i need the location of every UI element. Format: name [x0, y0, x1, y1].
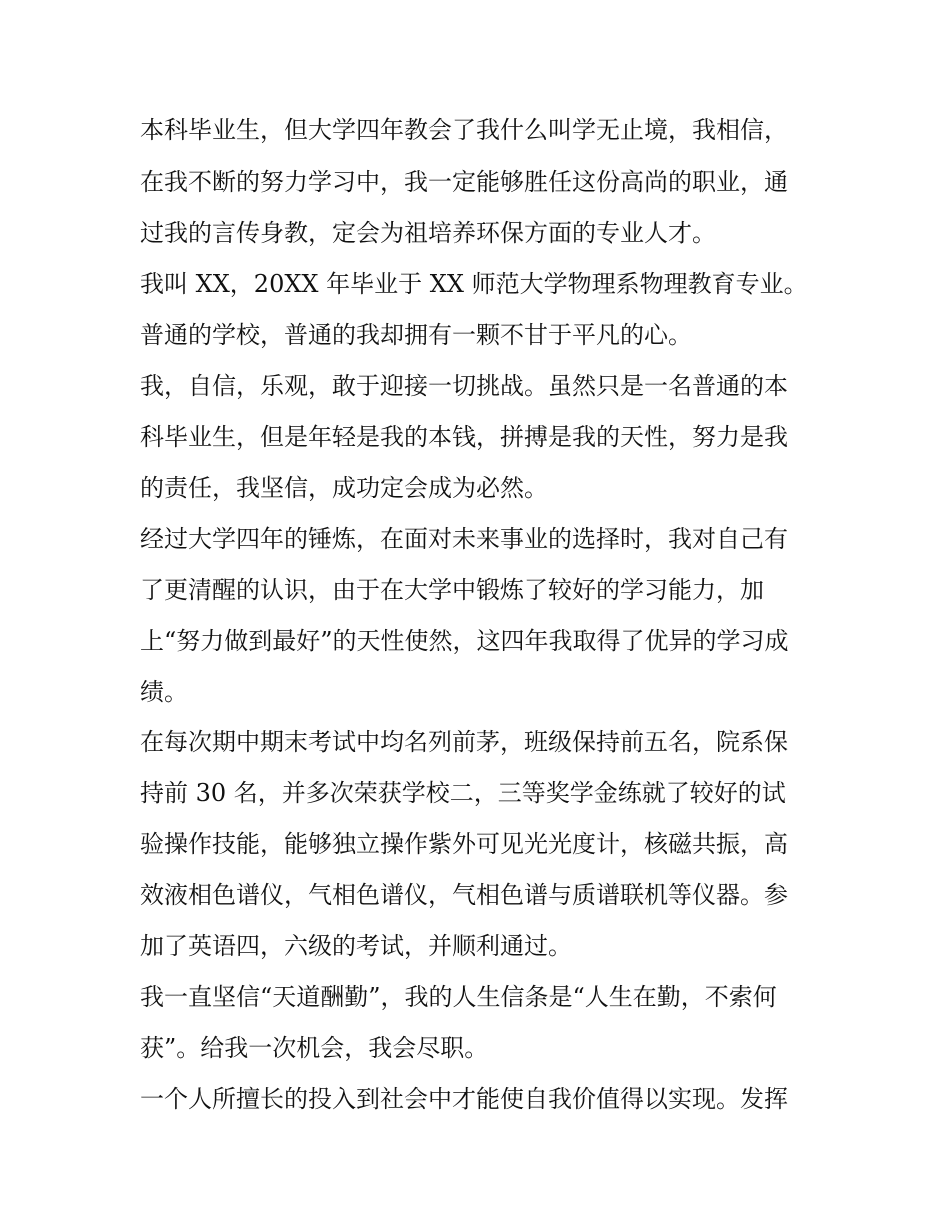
text-line: 绩。	[140, 678, 188, 706]
text-line: 持前 30 名，并多次荣获学校二，三等奖学金练就了较好的试	[140, 779, 786, 807]
text-line: 效液相色谱仪，气相色谱仪，气相色谱与质谱联机等仪器。参	[140, 881, 788, 909]
text-line: 我叫 XX，20XX 年毕业于 XX 师范大学物理系物理教育专业。	[140, 270, 808, 298]
text-line: 加了英语四，六级的考试，并顺利通过。	[140, 932, 572, 960]
text-line: 经过大学四年的锤炼，在面对未来事业的选择时，我对自己有	[140, 525, 788, 553]
text-line: 科毕业生，但是年轻是我的本钱，拼搏是我的天性，努力是我	[140, 423, 788, 451]
text-line: 普通的学校，普通的我却拥有一颗不甘于平凡的心。	[140, 321, 692, 349]
text-line: 获”。给我一次机会，我会尽职。	[140, 1034, 489, 1062]
text-line: 本科毕业生，但大学四年教会了我什么叫学无止境，我相信，	[140, 116, 788, 144]
text-line: 我，自信，乐观，敢于迎接一切挑战。虽然只是一名普通的本	[140, 372, 788, 400]
text-line: 了更清醒的认识，由于在大学中锻炼了较好的学习能力，加	[140, 576, 764, 604]
text-line: 上“努力做到最好”的天性使然，这四年我取得了优异的学习成	[140, 627, 789, 655]
text-line: 的责任，我坚信，成功定会成为必然。	[140, 474, 548, 502]
text-line: 我一直坚信“天道酬勤”，我的人生信条是“人生在勤，不索何	[140, 983, 777, 1011]
text-line: 过我的言传身教，定会为祖培养环保方面的专业人才。	[140, 219, 716, 247]
text-line: 一个人所擅长的投入到社会中才能使自我价值得以实现。发挥	[140, 1085, 788, 1113]
text-line: 验操作技能，能够独立操作紫外可见光光度计，核磁共振，高	[140, 830, 788, 858]
text-line: 在我不断的努力学习中，我一定能够胜任这份高尚的职业，通	[140, 168, 788, 196]
text-line: 在每次期中期末考试中均名列前茅，班级保持前五名，院系保	[140, 728, 788, 756]
